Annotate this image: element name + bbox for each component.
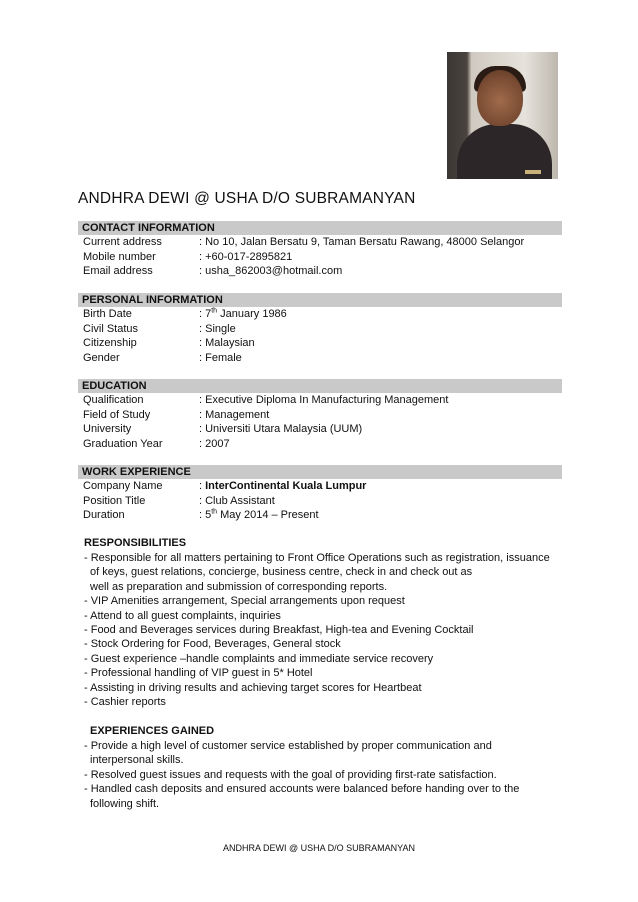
row-label: University	[83, 423, 132, 435]
experiences-section	[84, 724, 554, 811]
responsibility-line: - Food and Beverages services during Breakfast, High-tea and Evening Cocktail	[84, 623, 474, 636]
responsibility-line: well as preparation and submission of corresponding reports.	[90, 580, 388, 593]
experience-line: interpersonal skills.	[90, 754, 184, 767]
profile-photo	[447, 52, 558, 179]
responsibility-line: - Professional handling of VIP guest in 5* Hotel	[84, 667, 313, 680]
resume-name: ANDHRA DEWI @ USHA D/O SUBRAMANYAN	[78, 190, 416, 207]
photo-face	[477, 70, 523, 126]
contact-row	[78, 235, 562, 250]
experience-line: following shift.	[90, 797, 160, 810]
birth-day-suffix: th	[211, 307, 218, 315]
row-value: : usha_862003@hotmail.com	[199, 265, 343, 277]
row-value: : 2007	[199, 437, 230, 450]
work-row	[78, 508, 562, 523]
row-label: Birth Date	[83, 308, 132, 320]
row-value: : No 10, Jalan Bersatu 9, Taman Bersatu Rawang, 48000 Selangor	[199, 236, 525, 248]
row-value: : Management	[199, 408, 270, 421]
row-value: : Single	[199, 322, 236, 335]
row-value	[199, 508, 562, 523]
duration-rest: May 2014 – Present	[217, 509, 319, 521]
responsibilities-section	[84, 536, 554, 709]
row-label: Field of Study	[83, 408, 151, 421]
row-value: : Malaysian	[199, 337, 255, 349]
education-row	[78, 422, 562, 437]
education-row	[78, 408, 562, 423]
education-section	[78, 379, 562, 451]
work-section	[78, 465, 562, 523]
row-label: Graduation Year	[83, 437, 163, 450]
row-label: Current address	[83, 236, 162, 248]
responsibility-line: - Guest experience –handle complaints and immediate service recovery	[84, 652, 434, 665]
contact-row	[78, 250, 562, 265]
contact-section	[78, 221, 562, 279]
work-heading: WORK EXPERIENCE	[78, 465, 562, 479]
work-row	[78, 479, 562, 494]
personal-row	[78, 351, 562, 366]
work-row	[78, 494, 562, 509]
row-label: Citizenship	[83, 337, 137, 349]
row-label: Position Title	[83, 494, 146, 507]
row-label: Duration	[83, 509, 125, 521]
company-name: InterContinental Kuala Lumpur	[205, 480, 367, 492]
duration-day: : 5	[199, 509, 212, 521]
row-value	[199, 479, 562, 494]
row-value: : +60-017-2895821	[199, 250, 293, 263]
education-row	[78, 437, 562, 452]
row-label: Company Name	[83, 480, 163, 492]
row-value: : Club Assistant	[199, 494, 275, 507]
row-value: : Universiti Utara Malaysia (UUM)	[199, 423, 363, 435]
personal-row	[78, 336, 562, 351]
contact-heading: CONTACT INFORMATION	[78, 221, 562, 235]
row-label: Mobile number	[83, 250, 156, 263]
responsibility-line: - Stock Ordering for Food, Beverages, General stock	[84, 638, 341, 651]
row-label: Civil Status	[83, 322, 139, 335]
duration-day-suffix: th	[211, 508, 218, 516]
personal-row	[78, 307, 562, 322]
experience-line: - Resolved guest issues and requests with the goal of providing first-rate satisfaction.	[84, 768, 497, 781]
responsibility-line: - Assisting in driving results and achieving target scores for Heartbeat	[84, 681, 422, 694]
row-label: Email address	[83, 265, 153, 277]
personal-row	[78, 322, 562, 337]
responsibility-line: - VIP Amenities arrangement, Special arrangements upon request	[84, 595, 405, 608]
row-value	[199, 307, 562, 322]
personal-heading: PERSONAL INFORMATION	[78, 293, 562, 307]
row-value: : Executive Diploma In Manufacturing Management	[199, 394, 449, 406]
personal-section	[78, 293, 562, 365]
responsibility-line: - Cashier reports	[84, 695, 166, 708]
education-heading: EDUCATION	[78, 379, 562, 393]
company-prefix: :	[199, 480, 206, 492]
contact-row	[78, 264, 562, 279]
education-row	[78, 393, 562, 408]
photo-name-tag	[525, 170, 541, 174]
birth-day: : 7	[199, 308, 212, 320]
responsibility-line: of keys, guest relations, concierge, business centre, check in and check out as	[90, 566, 473, 579]
row-label: Qualification	[83, 394, 144, 406]
responsibilities-title: RESPONSIBILITIES	[84, 537, 187, 549]
experiences-title: EXPERIENCES GAINED	[90, 725, 215, 737]
row-value: : Female	[199, 351, 242, 364]
page-footer: ANDHRA DEWI @ USHA D/O SUBRAMANYAN	[223, 843, 415, 853]
experience-line: - Provide a high level of customer service established by proper communication and	[84, 740, 492, 752]
experience-line: - Handled cash deposits and ensured accounts were balanced before handing over to the	[84, 783, 520, 796]
birth-month-year: January 1986	[217, 308, 287, 320]
responsibility-line: - Responsible for all matters pertaining to Front Office Operations such as registration, issuance	[84, 552, 550, 564]
row-label: Gender	[83, 351, 120, 364]
responsibility-line: - Attend to all guest complaints, inquiries	[84, 609, 281, 622]
